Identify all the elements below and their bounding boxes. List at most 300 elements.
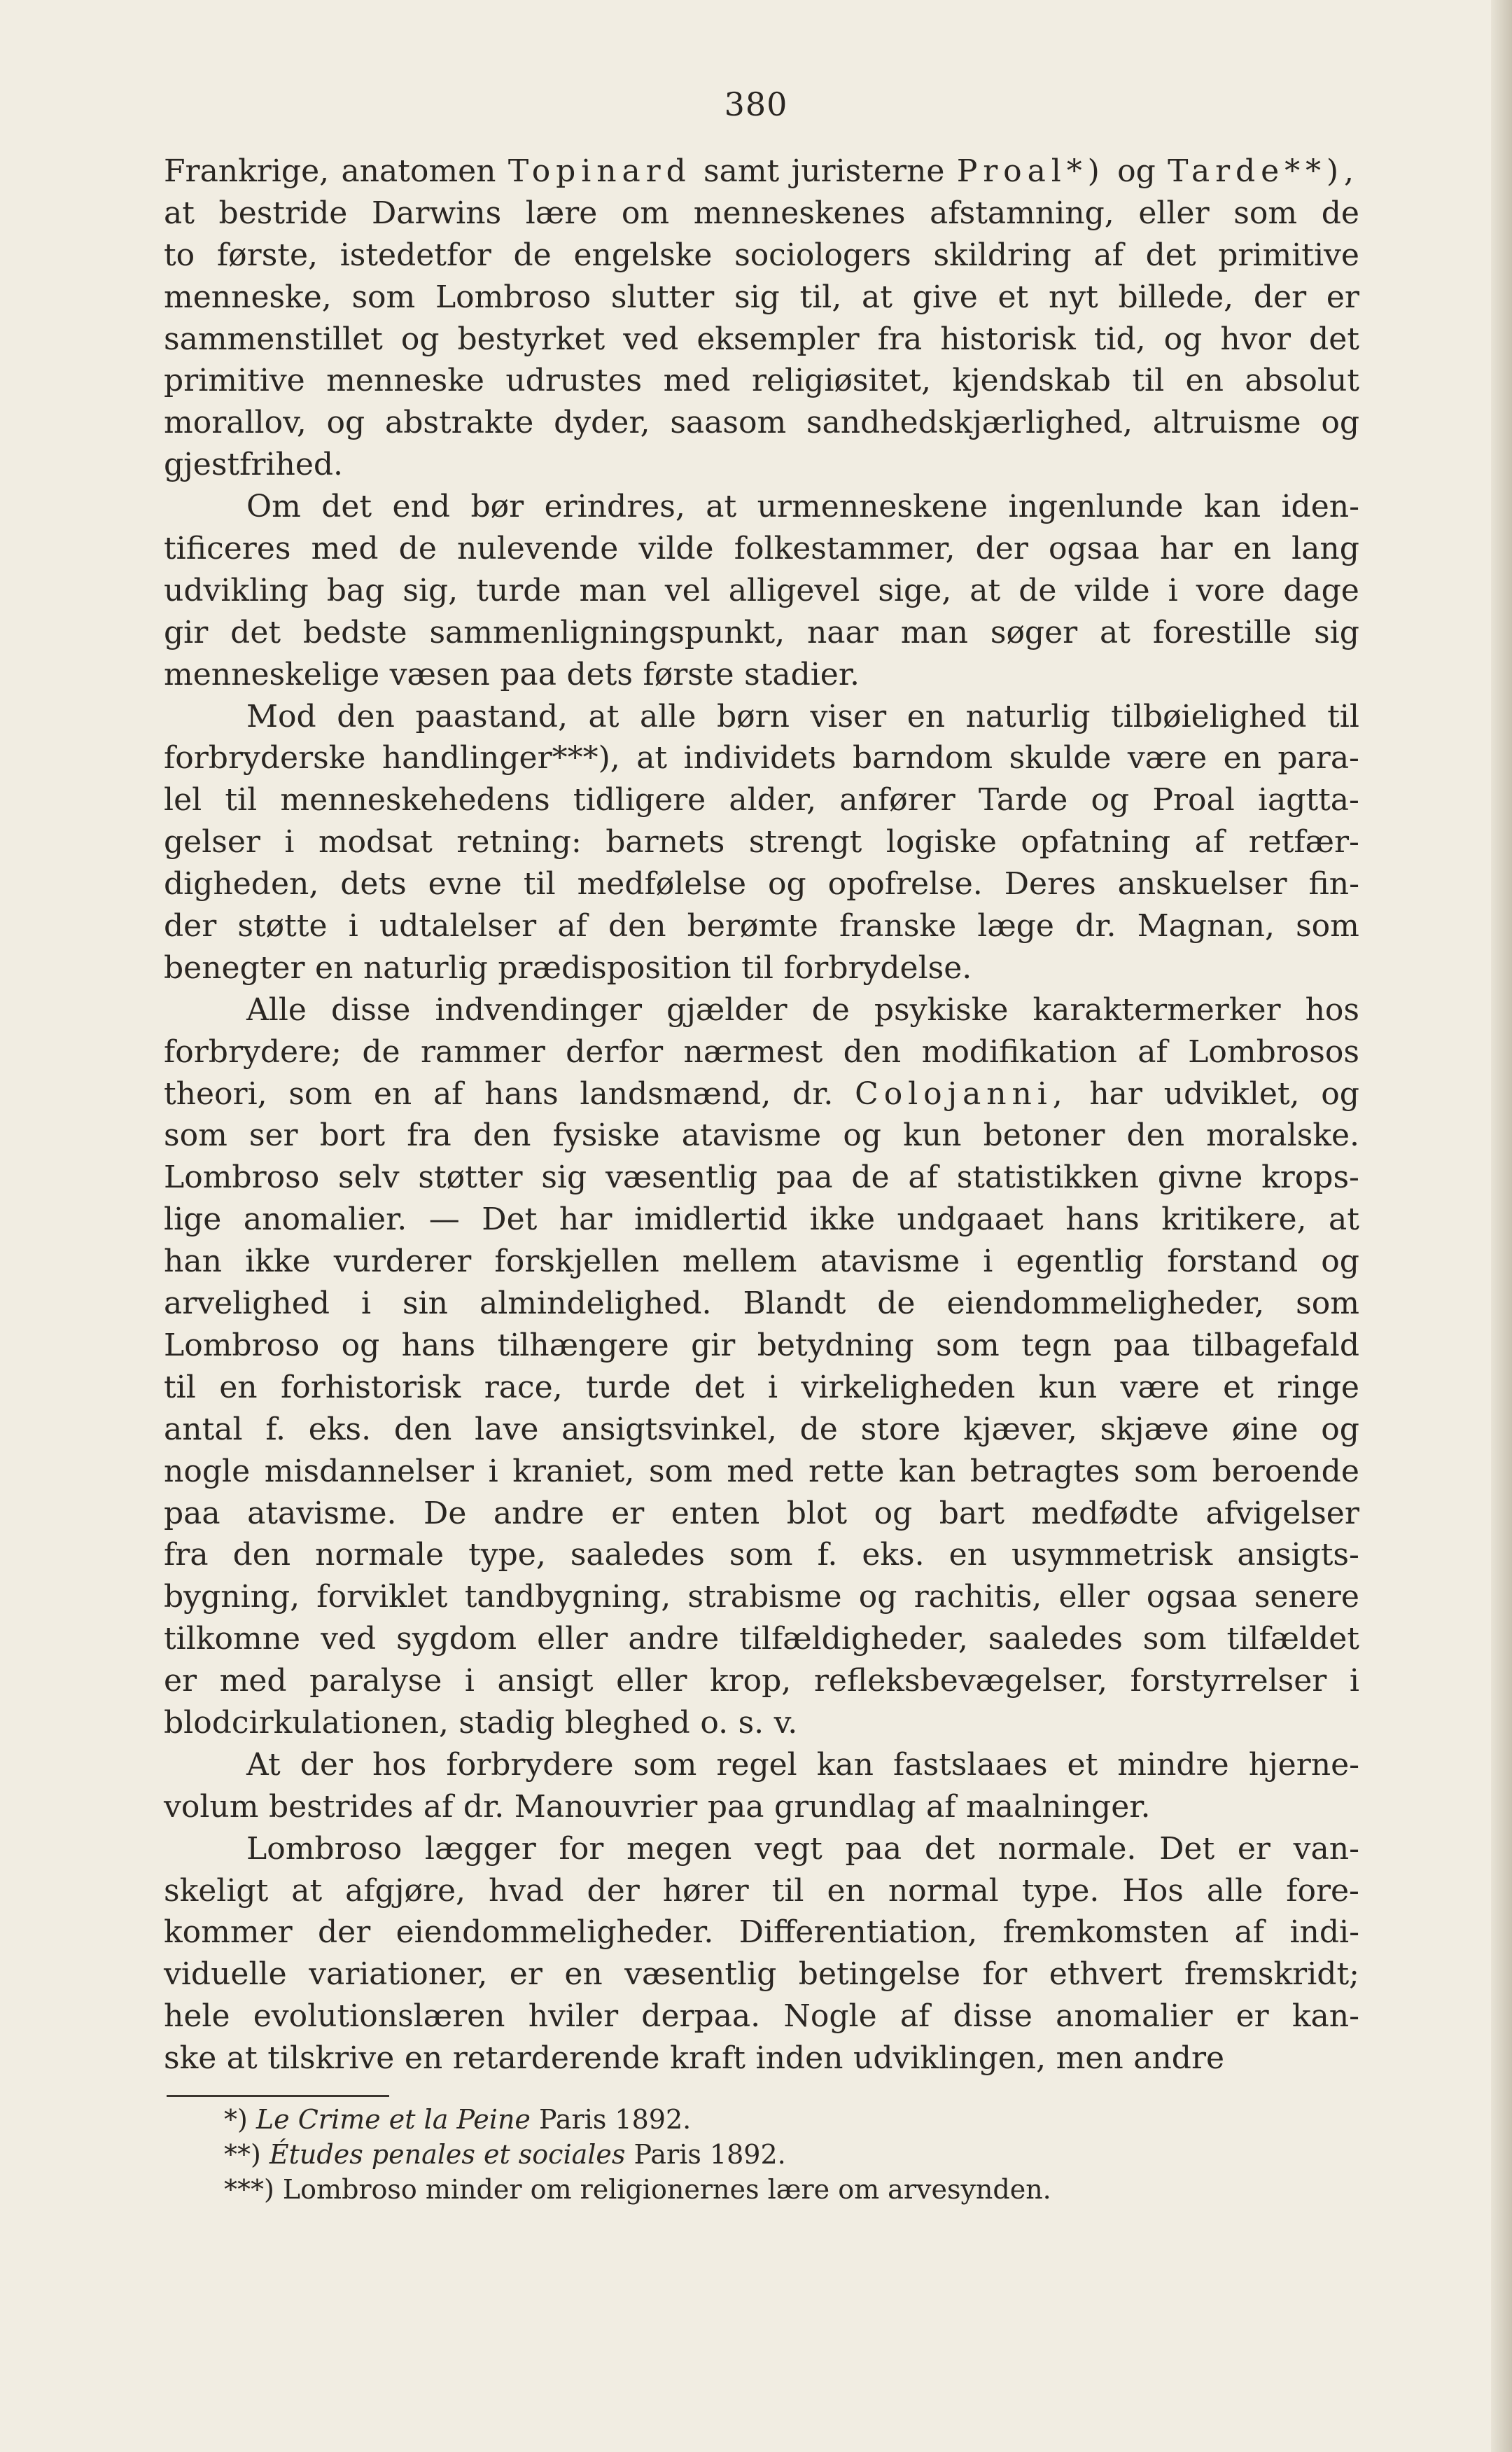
- word: betragtes: [969, 1453, 1120, 1489]
- word: Hos: [1122, 1872, 1184, 1909]
- word: alle: [1206, 1872, 1264, 1909]
- word: støtte: [237, 908, 328, 945]
- word: mindre: [1117, 1746, 1229, 1783]
- word: det: [1309, 321, 1359, 357]
- word: andre: [628, 1621, 720, 1657]
- word: hans: [401, 1327, 476, 1363]
- word: vilde: [638, 531, 714, 567]
- word: den: [232, 1537, 291, 1573]
- word: almindelighed.: [479, 1286, 712, 1322]
- word: egentlig: [1016, 1244, 1144, 1280]
- word: der: [587, 1872, 640, 1909]
- word: slutter: [610, 279, 715, 315]
- word: ikke: [809, 1201, 875, 1238]
- word: paa: [845, 1830, 902, 1867]
- word: den: [608, 908, 666, 945]
- word: lægger: [424, 1830, 536, 1867]
- word: o.: [700, 1704, 729, 1741]
- word: være: [1127, 740, 1208, 776]
- word: paa: [1113, 1327, 1170, 1363]
- word: sig: [541, 1159, 587, 1196]
- word: retning:: [456, 824, 582, 861]
- word: variationer,: [309, 1956, 488, 1993]
- word: indi-: [1289, 1914, 1359, 1951]
- word: fra: [877, 321, 923, 357]
- word: Mod: [246, 698, 316, 734]
- word: anatomen: [341, 153, 496, 189]
- word: de: [799, 1411, 838, 1447]
- word: betydning: [757, 1327, 914, 1363]
- word: Colojanni,: [855, 1075, 1068, 1112]
- word: de: [362, 1033, 400, 1070]
- word: Lombroso: [435, 279, 592, 315]
- word: usymmetrisk: [1011, 1537, 1213, 1573]
- word: en: [827, 1872, 865, 1909]
- word: vel: [664, 572, 710, 608]
- word: At: [246, 1746, 281, 1783]
- footnote-marker: ***): [224, 2174, 274, 2205]
- word: primitive: [1218, 237, 1359, 273]
- word: absolut: [1245, 363, 1359, 399]
- word: religiøsitet,: [751, 363, 931, 399]
- word: erindres,: [544, 489, 685, 525]
- word: hele: [164, 1998, 230, 2035]
- text-line: [164, 1199, 1359, 1241]
- text-line: [164, 1115, 1359, 1157]
- word: opfatning: [1021, 824, 1171, 861]
- text-line: [164, 1660, 1359, 1702]
- word: læge: [977, 908, 1054, 945]
- word: en: [219, 1369, 258, 1405]
- word: og: [843, 1117, 881, 1154]
- word: fore-: [1286, 1872, 1359, 1909]
- word: kun: [903, 1117, 962, 1154]
- paragraph: [164, 696, 1359, 989]
- word: Manouvrier: [514, 1788, 698, 1825]
- word: som: [633, 1746, 697, 1783]
- word: medfødte: [1031, 1495, 1179, 1531]
- word: psykiske: [874, 991, 1009, 1028]
- word: digheden,: [164, 866, 319, 903]
- word: forstyrrelser: [1130, 1663, 1327, 1699]
- word: hvor: [1220, 321, 1292, 357]
- text-line: [164, 486, 1359, 528]
- word: saaledes: [570, 1537, 705, 1573]
- word: v.: [774, 1704, 798, 1741]
- word: megen: [626, 1830, 732, 1867]
- word: at: [291, 1872, 323, 1909]
- word: forviklet: [316, 1579, 448, 1615]
- word: forbrydere;: [164, 1033, 342, 1070]
- text-line: [164, 1576, 1359, 1618]
- text-line: [164, 1953, 1359, 1995]
- word: og: [326, 405, 365, 441]
- word: menneske,: [164, 279, 332, 315]
- word: som: [351, 279, 416, 315]
- word: barndom: [853, 740, 993, 776]
- text-line: [164, 1367, 1359, 1409]
- word: og: [858, 1579, 897, 1615]
- word: det: [230, 614, 281, 650]
- word: anomalier: [1056, 1998, 1213, 2035]
- word: som: [288, 1075, 353, 1112]
- word: en: [564, 1956, 603, 1993]
- paragraph: [164, 151, 1359, 486]
- footnote-title: Le Crime et la Peine: [255, 2104, 531, 2135]
- word: andre: [1133, 2040, 1225, 2077]
- word: Alle: [246, 991, 307, 1028]
- word: en: [315, 949, 354, 986]
- word: et: [1223, 1369, 1254, 1405]
- footnote: [224, 2102, 1204, 2137]
- text-line: [164, 863, 1359, 905]
- word: afgjøre,: [345, 1872, 466, 1909]
- word: sig: [1314, 614, 1359, 650]
- word: senere: [1254, 1579, 1359, 1615]
- word: sige,: [878, 572, 952, 608]
- word: ikke: [245, 1244, 311, 1280]
- word: som: [1142, 1621, 1207, 1657]
- word: et: [1067, 1746, 1098, 1783]
- word: er: [509, 1956, 542, 1993]
- word: nogle: [164, 1453, 251, 1489]
- word: til: [225, 782, 258, 819]
- word: altruisme: [1152, 405, 1301, 441]
- word: de: [1321, 195, 1359, 231]
- footnote-text: Paris 1892.: [634, 2139, 786, 2170]
- word: —: [428, 1201, 460, 1238]
- word: at: [226, 2040, 258, 2077]
- text-line: [164, 779, 1359, 821]
- paragraph: [164, 486, 1359, 695]
- word: naturlig: [965, 698, 1091, 734]
- word: ved: [623, 321, 679, 357]
- word: sociologers: [734, 237, 911, 273]
- word: ogsaa: [1049, 531, 1140, 567]
- word: og: [1321, 1411, 1359, 1447]
- word: det: [321, 489, 372, 525]
- word: for: [982, 1956, 1028, 1993]
- word: normale: [315, 1537, 444, 1573]
- word: eksempler: [696, 321, 860, 357]
- word: er: [1326, 279, 1359, 315]
- word: iden-: [1281, 489, 1359, 525]
- word: atavisme: [820, 1244, 960, 1280]
- word: forbrydelse.: [783, 949, 972, 986]
- page-edge: [1491, 0, 1512, 2452]
- word: type.: [1021, 1872, 1100, 1909]
- word: tilfældet: [1226, 1621, 1359, 1657]
- word: kommer: [164, 1914, 293, 1951]
- word: paralyse: [309, 1663, 442, 1699]
- word: saasom: [670, 405, 787, 441]
- word: fin-: [1308, 866, 1359, 903]
- word: de: [851, 1159, 890, 1196]
- word: Tarde: [978, 782, 1068, 819]
- word: gir: [164, 614, 209, 650]
- word: i: [488, 1453, 498, 1489]
- word: Blandt: [743, 1286, 846, 1322]
- text-line: [164, 1870, 1359, 1912]
- page-number: 380: [724, 85, 788, 123]
- footnote-text: Paris 1892.: [539, 2104, 692, 2135]
- word: hvad: [488, 1872, 564, 1909]
- word: for: [559, 1830, 604, 1867]
- word: og: [1091, 782, 1130, 819]
- word: som: [648, 1453, 713, 1489]
- text-line: [164, 1157, 1359, 1199]
- word: alder,: [729, 782, 817, 819]
- word: van-: [1293, 1830, 1359, 1867]
- word: type,: [468, 1537, 546, 1573]
- word: til: [164, 1369, 196, 1405]
- text-line: [164, 737, 1359, 779]
- word: indvendinger: [435, 991, 643, 1028]
- paragraph: [164, 989, 1359, 1744]
- word: Proal: [1152, 782, 1235, 819]
- word: evne: [428, 866, 502, 903]
- word: søger: [990, 614, 1078, 650]
- word: af: [1093, 237, 1124, 273]
- word: sin: [402, 1286, 449, 1322]
- word: som: [1233, 195, 1298, 231]
- word: De: [424, 1495, 467, 1531]
- word: en: [1185, 363, 1224, 399]
- word: anomalier.: [243, 1201, 407, 1238]
- word: Det: [1159, 1830, 1215, 1867]
- word: enten: [671, 1495, 760, 1531]
- word: udrustes: [505, 363, 643, 399]
- word: tilfældigheder,: [739, 1621, 968, 1657]
- word: theori,: [164, 1075, 267, 1112]
- word: regel: [716, 1746, 797, 1783]
- word: de: [398, 531, 437, 567]
- word: i: [360, 1286, 372, 1322]
- word: ogsaa: [1146, 1579, 1238, 1615]
- word: lære: [525, 195, 598, 231]
- word: gelser: [164, 824, 260, 861]
- word: af: [557, 908, 587, 945]
- word: skjæve: [1100, 1411, 1209, 1447]
- word: logiske: [886, 824, 997, 861]
- word: tilkomne: [164, 1621, 301, 1657]
- word: volum: [164, 1788, 259, 1825]
- text-line: [164, 1618, 1359, 1660]
- word: en: [404, 2040, 443, 2077]
- word: fra: [407, 1117, 451, 1154]
- word: tidligere: [573, 782, 706, 819]
- word: anskuelser: [1117, 866, 1287, 903]
- text-line: [164, 1995, 1359, 2037]
- word: statistikken: [956, 1159, 1140, 1196]
- word: forskjellen: [494, 1244, 659, 1280]
- word: at: [1329, 1201, 1359, 1238]
- word: fysiske: [552, 1117, 660, 1154]
- word: dets: [340, 866, 407, 903]
- word: og: [1321, 1075, 1359, 1112]
- word: det: [924, 1830, 975, 1867]
- word: at: [588, 698, 620, 734]
- word: kan: [899, 1453, 956, 1489]
- word: hos: [372, 1746, 427, 1783]
- word: ansigtsvinkel,: [561, 1411, 777, 1447]
- word: væsentlig: [624, 1956, 777, 1993]
- word: Proal*): [956, 153, 1105, 189]
- word: turde: [476, 572, 561, 608]
- word: modifikation: [921, 1033, 1117, 1070]
- text-line: [164, 1911, 1359, 1953]
- word: af: [908, 1159, 938, 1196]
- footnote-rule: [167, 2095, 389, 2097]
- word: forestille: [1152, 614, 1292, 650]
- word: paa: [164, 1495, 220, 1531]
- word: gjestfrihed.: [164, 447, 344, 483]
- word: rachitis,: [913, 1579, 1042, 1615]
- word: strengt: [748, 824, 862, 861]
- word: individets: [683, 740, 836, 776]
- footnote-marker: **): [224, 2139, 261, 2170]
- word: disse: [330, 991, 411, 1028]
- word: betoner: [983, 1117, 1105, 1154]
- word: bygning,: [164, 1579, 300, 1615]
- word: og: [1163, 321, 1203, 357]
- word: ansigts-: [1237, 1537, 1359, 1573]
- word: barnets: [606, 824, 725, 861]
- word: en: [948, 1537, 988, 1573]
- word: af: [899, 1998, 930, 2035]
- word: forhistorisk: [281, 1369, 461, 1405]
- word: disse: [953, 1998, 1032, 2035]
- word: naturlig: [363, 949, 488, 986]
- word: vegt: [755, 1830, 822, 1867]
- word: som: [729, 1537, 793, 1573]
- word: være: [1120, 1369, 1200, 1405]
- word: f.: [817, 1537, 838, 1573]
- word: moralske.: [1206, 1117, 1359, 1154]
- footnote-marker: *): [224, 2104, 248, 2135]
- text-line: [164, 1073, 1359, 1115]
- word: selv: [338, 1159, 400, 1196]
- word: menneskelige: [164, 656, 380, 692]
- word: at: [1100, 614, 1130, 650]
- word: sammenstillet: [164, 321, 383, 357]
- footnotes: [224, 2102, 1204, 2207]
- text-line: [164, 319, 1359, 361]
- word: ansigt: [497, 1663, 594, 1699]
- text-line: [164, 277, 1359, 319]
- paragraph: [164, 1744, 1359, 1828]
- word: til: [1327, 698, 1359, 734]
- word: bag: [326, 572, 385, 608]
- word: historisk: [940, 321, 1076, 357]
- word: at: [969, 572, 1001, 608]
- word: tilbøielighed: [1111, 698, 1307, 734]
- word: i: [1349, 1663, 1359, 1699]
- word: handlinger***),: [382, 740, 620, 776]
- word: i: [767, 1369, 778, 1405]
- text-line: [164, 444, 1359, 486]
- word: der: [318, 1914, 371, 1951]
- word: Frankrige,: [164, 153, 330, 189]
- word: af: [1194, 824, 1225, 861]
- word: lel: [164, 782, 202, 819]
- word: kraniet,: [512, 1453, 635, 1489]
- word: nærmest: [683, 1033, 823, 1070]
- word: som: [164, 1117, 227, 1154]
- word: af: [1138, 1033, 1168, 1070]
- word: paa: [707, 1788, 764, 1825]
- word: engelske: [573, 237, 713, 273]
- word: Om: [246, 489, 301, 525]
- text-line: [164, 193, 1359, 235]
- word: Lombroso: [164, 1159, 320, 1196]
- word: de: [877, 1286, 916, 1322]
- word: Det: [482, 1201, 538, 1238]
- word: har: [1089, 1075, 1142, 1112]
- word: medfølelse: [577, 866, 747, 903]
- word: om: [621, 195, 670, 231]
- word: der: [164, 908, 217, 945]
- word: benegter: [164, 949, 305, 986]
- word: opofrelse.: [827, 866, 983, 903]
- word: til: [771, 1872, 804, 1909]
- word: strabisme: [687, 1579, 842, 1615]
- word: retfær-: [1248, 824, 1359, 861]
- word: ske: [164, 2040, 217, 2077]
- word: afstamning,: [930, 195, 1114, 231]
- word: den: [1126, 1117, 1185, 1154]
- word: morallov,: [164, 405, 307, 441]
- word: dets: [566, 656, 633, 692]
- word: kritikere,: [1161, 1201, 1307, 1238]
- word: juristerne: [791, 153, 945, 189]
- footnote: [224, 2137, 1204, 2172]
- word: Deres: [1004, 866, 1096, 903]
- word: alligevel: [728, 572, 860, 608]
- word: tilbagefald: [1191, 1327, 1359, 1363]
- word: eks.: [862, 1537, 925, 1573]
- word: af: [423, 1788, 454, 1825]
- word: nulevende: [457, 531, 619, 567]
- word: rammer: [420, 1033, 545, 1070]
- text-line: [164, 947, 1359, 989]
- word: med: [219, 1663, 287, 1699]
- word: med: [663, 363, 731, 399]
- word: istedetfor: [340, 237, 491, 273]
- word: de: [1018, 572, 1057, 608]
- word: man: [579, 572, 647, 608]
- word: fremkomsten: [1002, 1914, 1210, 1951]
- word: f.: [265, 1411, 286, 1447]
- word: sandhedskjærlighed,: [806, 405, 1133, 441]
- word: menneskehedens: [280, 782, 550, 819]
- word: at: [706, 489, 737, 525]
- word: gir: [691, 1327, 736, 1363]
- text-line: [164, 1828, 1359, 1870]
- word: hjerne-: [1248, 1746, 1359, 1783]
- word: den: [843, 1033, 902, 1070]
- word: prædisposition: [498, 949, 732, 986]
- text-line: [164, 1283, 1359, 1325]
- word: folkestammer,: [734, 531, 955, 567]
- word: fra: [164, 1537, 209, 1573]
- word: vilde: [1074, 572, 1150, 608]
- word: forbryderske: [164, 740, 366, 776]
- word: han: [164, 1244, 222, 1280]
- word: imidlertid: [634, 1201, 788, 1238]
- word: sig: [734, 279, 780, 315]
- word: det: [1145, 237, 1196, 273]
